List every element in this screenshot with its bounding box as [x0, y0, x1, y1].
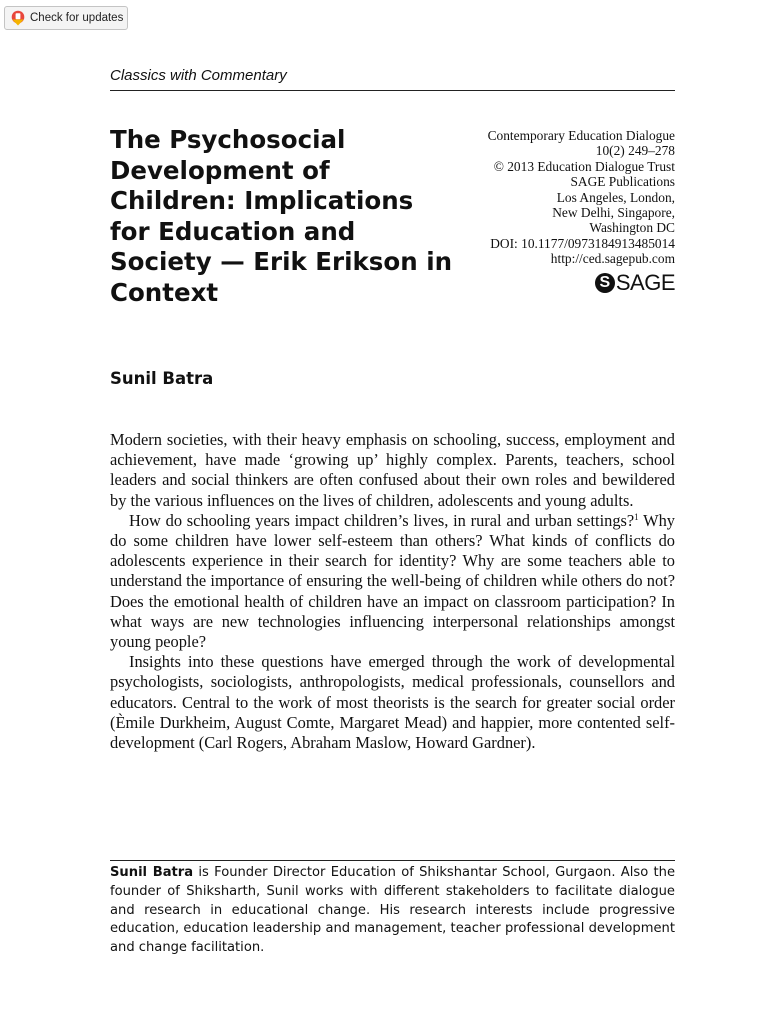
- sage-logo: [595, 270, 675, 296]
- publisher-location: New Delhi, Singapore,: [552, 205, 675, 221]
- doi: DOI: 10.1177/0973184913485014: [490, 235, 675, 251]
- body-text-segment: Why do some children have lower self-esteem than others? What kinds of conflicts do adolescents experience in their search for identity? Why are some teachers able to understand the importance of ensuring the well-being of children while others do not? Does the emotional health of children have an impact on classroom participation? In what ways are new technologies influencing interpersonal relationships amongst young people?: [110, 510, 675, 652]
- body-paragraph: [110, 511, 675, 652]
- publisher: SAGE Publications: [570, 174, 675, 190]
- check-for-updates-label: Check for updates: [30, 12, 124, 24]
- bio-rule: [110, 860, 675, 861]
- journal-name: Contemporary Education Dialogue: [487, 128, 675, 143]
- footnote-marker[interactable]: 1: [634, 511, 639, 522]
- check-for-updates-button[interactable]: [4, 6, 128, 30]
- copyright: © 2013 Education Dialogue Trust: [493, 158, 675, 174]
- header-rule: [110, 90, 675, 91]
- article-title: The Psychosocial Development of Children: Implications for Education and Society — Erik Erikson in Context: [110, 125, 453, 307]
- running-head: Classics with Commentary: [110, 67, 287, 84]
- sage-logo-icon: S: [595, 273, 615, 293]
- body-paragraph: Insights into these questions have emerged through the work of developmental psychologists, sociologists, anthropologists, medical professionals, counsellors and educators. Central to the work of most theorists is the search for greater social order (Èmile Durkheim, August Comte, Margaret Mead) and happier, more contented self-development (Carl Rogers, Abraham Maslow, Howard Gardner).: [110, 652, 675, 753]
- sage-logo-text: SAGE: [615, 270, 675, 295]
- article-body: [110, 430, 675, 753]
- author-bio: [110, 864, 675, 958]
- publisher-location: Washington DC: [589, 220, 675, 236]
- body-text-segment: How do schooling years impact children’s lives, in rural and urban settings?: [129, 510, 635, 530]
- body-paragraph: Modern societies, with their heavy emphasis on schooling, success, employment and achievement, have made ‘growing up’ highly complex. Parents, teachers, school leaders and social thinkers are often confused about their own roles and bewildered by the various influences on the lives of children, adolescents and young adults.: [110, 430, 675, 510]
- bio-text: is Founder Director Education of Shikshantar School, Gurgaon. Also the founder of Shiksharth, Sunil works with different stakeholders to facilitate dialogue and research in educational change. His research interests include progressive education, education leadership and management, teacher professional development and change facilitation.: [110, 865, 675, 956]
- author-name: Sunil Batra: [110, 369, 214, 388]
- volume-pages: 10(2) 249–278: [595, 143, 675, 159]
- journal-meta: [425, 128, 675, 267]
- bio-author-name: Sunil Batra: [110, 865, 194, 880]
- publisher-location: Los Angeles, London,: [556, 189, 675, 205]
- crossmark-icon: [11, 10, 25, 26]
- journal-url: http://ced.sagepub.com: [550, 251, 675, 267]
